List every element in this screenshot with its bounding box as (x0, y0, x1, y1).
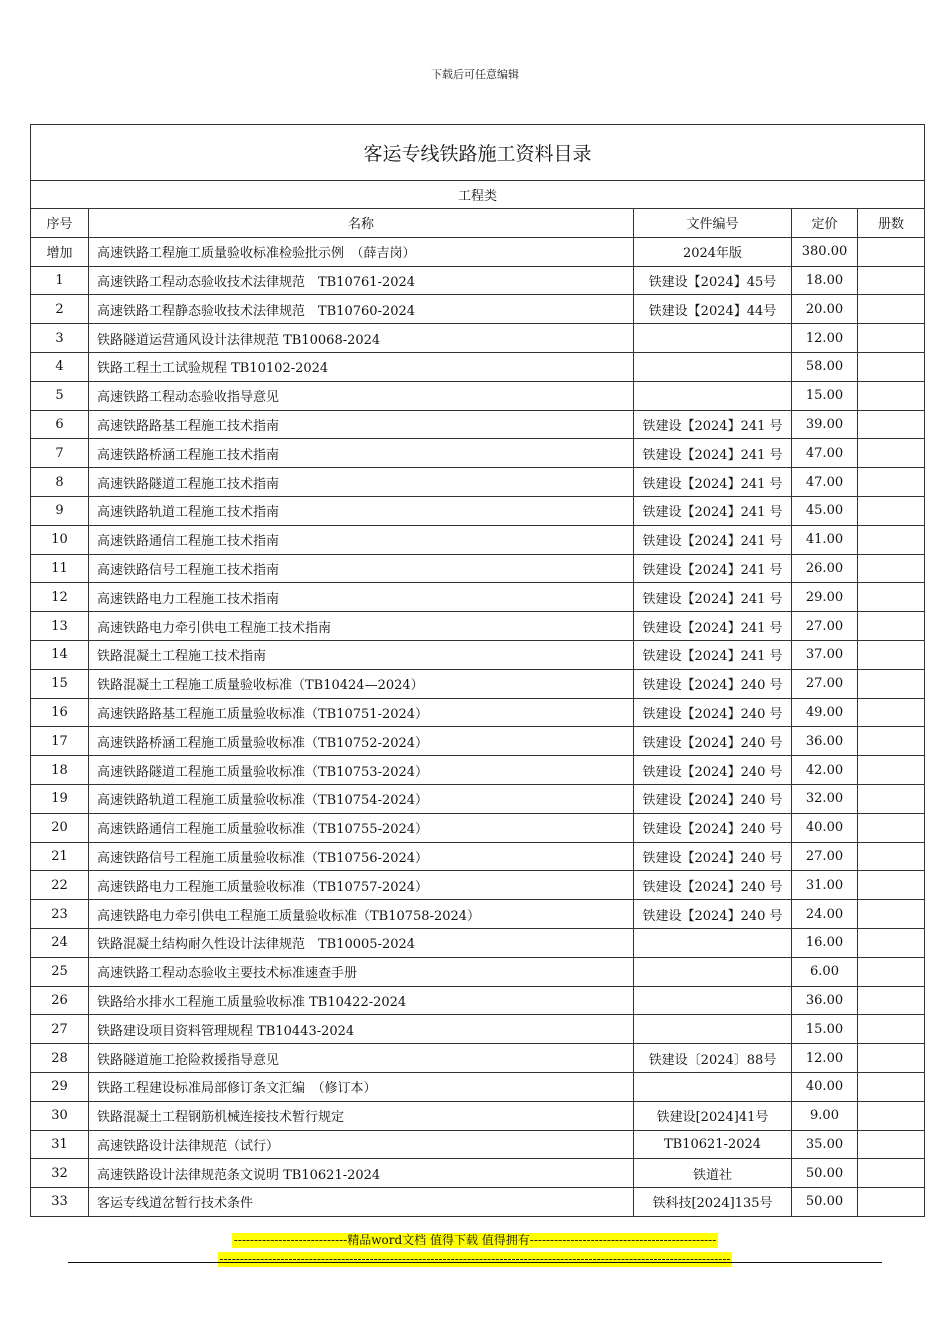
row-code (634, 928, 792, 957)
row-quantity (858, 640, 925, 669)
row-code: 铁建设【2024】241 号 (634, 640, 792, 669)
row-number: 27 (31, 1015, 89, 1044)
row-code: TB10621-2024 (634, 1130, 792, 1159)
row-price: 45.00 (792, 496, 858, 525)
table-row (31, 928, 925, 957)
row-quantity (858, 842, 925, 871)
row-code (634, 1015, 792, 1044)
row-name: 高速铁路隧道工程施工技术指南 (89, 468, 634, 497)
row-price: 16.00 (792, 928, 858, 957)
table-row (31, 1188, 925, 1217)
row-quantity (858, 468, 925, 497)
table-row (31, 727, 925, 756)
table-row (31, 1072, 925, 1101)
row-code: 铁建设【2024】240 号 (634, 784, 792, 813)
row-code: 铁建设〔2024〕88号 (634, 1044, 792, 1073)
table-row (31, 266, 925, 295)
row-name: 铁路混凝土工程施工技术指南 (89, 640, 634, 669)
row-quantity (858, 525, 925, 554)
row-quantity (858, 612, 925, 641)
row-price: 32.00 (792, 784, 858, 813)
row-number: 28 (31, 1044, 89, 1073)
row-code: 铁建设【2024】241 号 (634, 439, 792, 468)
row-code (634, 1072, 792, 1101)
row-quantity (858, 1044, 925, 1073)
row-number: 22 (31, 871, 89, 900)
row-price: 50.00 (792, 1188, 858, 1217)
row-price: 36.00 (792, 727, 858, 756)
row-number: 增加 (31, 237, 89, 266)
row-quantity (858, 1101, 925, 1130)
row-quantity (858, 727, 925, 756)
table-row (31, 698, 925, 727)
row-name: 高速铁路工程静态验收技术法律规范 TB10760-2024 (89, 295, 634, 324)
row-number: 19 (31, 784, 89, 813)
row-code: 铁建设【2024】240 号 (634, 669, 792, 698)
table-row (31, 352, 925, 381)
table-row (31, 669, 925, 698)
row-quantity (858, 352, 925, 381)
row-number: 9 (31, 496, 89, 525)
row-quantity (858, 669, 925, 698)
row-name: 铁路混凝土工程施工质量验收标准（TB10424—2024） (89, 669, 634, 698)
row-name: 高速铁路电力牵引供电工程施工技术指南 (89, 612, 634, 641)
row-code (634, 957, 792, 986)
row-name: 高速铁路通信工程施工技术指南 (89, 525, 634, 554)
table-row (31, 468, 925, 497)
table-row (31, 295, 925, 324)
row-quantity (858, 496, 925, 525)
row-quantity (858, 1188, 925, 1217)
row-code: 铁建设【2024】45号 (634, 266, 792, 295)
row-price: 9.00 (792, 1101, 858, 1130)
row-name: 高速铁路设计法律规范（试行） (89, 1130, 634, 1159)
footer-rule (68, 1262, 882, 1263)
row-price: 50.00 (792, 1159, 858, 1188)
row-name: 高速铁路桥涵工程施工技术指南 (89, 439, 634, 468)
row-name: 铁路工程建设标准局部修订条文汇编 （修订本） (89, 1072, 634, 1101)
row-price: 36.00 (792, 986, 858, 1015)
table-row (31, 554, 925, 583)
row-quantity (858, 871, 925, 900)
table-row (31, 324, 925, 353)
table-row (31, 525, 925, 554)
row-name: 高速铁路工程动态验收指导意见 (89, 381, 634, 410)
table-row (31, 1159, 925, 1188)
row-number: 18 (31, 756, 89, 785)
row-name: 铁路混凝土工程钢筋机械连接技术暂行规定 (89, 1101, 634, 1130)
footer-line-2: ------------------------------------------------------------------------------------------------------------------------------ (219, 1252, 731, 1266)
row-quantity (858, 1072, 925, 1101)
table-row (31, 612, 925, 641)
row-quantity (858, 986, 925, 1015)
row-number: 24 (31, 928, 89, 957)
table-row (31, 756, 925, 785)
column-header-code: 文件编号 (634, 209, 792, 238)
row-price: 18.00 (792, 266, 858, 295)
column-header-quantity: 册数 (858, 209, 925, 238)
table-row (31, 842, 925, 871)
row-number: 31 (31, 1130, 89, 1159)
row-code: 铁建设【2024】240 号 (634, 842, 792, 871)
row-price: 15.00 (792, 381, 858, 410)
table-row (31, 439, 925, 468)
table-row (31, 813, 925, 842)
row-name: 高速铁路工程动态验收主要技术标准速查手册 (89, 957, 634, 986)
row-number: 4 (31, 352, 89, 381)
row-price: 380.00 (792, 237, 858, 266)
row-quantity (858, 813, 925, 842)
table-row (31, 237, 925, 266)
row-code: 铁建设【2024】241 号 (634, 468, 792, 497)
row-code: 2024年版 (634, 237, 792, 266)
row-code: 铁建设【2024】241 号 (634, 525, 792, 554)
row-price: 41.00 (792, 525, 858, 554)
row-code: 铁建设【2024】240 号 (634, 813, 792, 842)
row-quantity (858, 381, 925, 410)
row-number: 17 (31, 727, 89, 756)
row-price: 15.00 (792, 1015, 858, 1044)
column-header-number: 序号 (31, 209, 89, 238)
table-row (31, 1130, 925, 1159)
row-quantity (858, 439, 925, 468)
row-number: 3 (31, 324, 89, 353)
row-price: 49.00 (792, 698, 858, 727)
row-name: 高速铁路信号工程施工质量验收标准（TB10756-2024） (89, 842, 634, 871)
row-name: 客运专线道岔暂行技术条件 (89, 1188, 634, 1217)
row-quantity (858, 1159, 925, 1188)
row-quantity (858, 237, 925, 266)
row-code: 铁建设[2024]41号 (634, 1101, 792, 1130)
column-header-row (31, 209, 925, 238)
row-code: 铁建设【2024】241 号 (634, 496, 792, 525)
row-quantity (858, 554, 925, 583)
row-price: 47.00 (792, 468, 858, 497)
row-number: 10 (31, 525, 89, 554)
row-name: 高速铁路隧道工程施工质量验收标准（TB10753-2024） (89, 756, 634, 785)
row-price: 40.00 (792, 1072, 858, 1101)
row-code: 铁建设【2024】241 号 (634, 612, 792, 641)
row-name: 高速铁路电力工程施工技术指南 (89, 583, 634, 612)
row-price: 12.00 (792, 1044, 858, 1073)
row-name: 高速铁路轨道工程施工质量验收标准（TB10754-2024） (89, 784, 634, 813)
row-code: 铁建设【2024】241 号 (634, 554, 792, 583)
row-number: 13 (31, 612, 89, 641)
row-code: 铁建设【2024】241 号 (634, 410, 792, 439)
row-price: 39.00 (792, 410, 858, 439)
row-name: 高速铁路桥涵工程施工质量验收标准（TB10752-2024） (89, 727, 634, 756)
row-number: 1 (31, 266, 89, 295)
row-name: 铁路混凝土结构耐久性设计法律规范 TB10005-2024 (89, 928, 634, 957)
row-quantity (858, 295, 925, 324)
row-name: 高速铁路信号工程施工技术指南 (89, 554, 634, 583)
column-header-name: 名称 (89, 209, 634, 238)
row-number: 14 (31, 640, 89, 669)
row-number: 29 (31, 1072, 89, 1101)
row-quantity (858, 900, 925, 929)
row-price: 24.00 (792, 900, 858, 929)
row-name: 铁路工程土工试验规程 TB10102-2024 (89, 352, 634, 381)
row-name: 铁路建设项目资料管理规程 TB10443-2024 (89, 1015, 634, 1044)
column-header-price: 定价 (792, 209, 858, 238)
title-row (31, 125, 925, 181)
row-number: 20 (31, 813, 89, 842)
row-number: 6 (31, 410, 89, 439)
row-code (634, 324, 792, 353)
row-quantity (858, 266, 925, 295)
row-quantity (858, 957, 925, 986)
row-number: 33 (31, 1188, 89, 1217)
row-price: 40.00 (792, 813, 858, 842)
page-header-note: 下载后可任意编辑 (431, 68, 519, 81)
row-name: 高速铁路路基工程施工质量验收标准（TB10751-2024） (89, 698, 634, 727)
row-name: 高速铁路电力工程施工质量验收标准（TB10757-2024） (89, 871, 634, 900)
table-row (31, 640, 925, 669)
row-code: 铁建设【2024】240 号 (634, 871, 792, 900)
row-number: 26 (31, 986, 89, 1015)
row-price: 12.00 (792, 324, 858, 353)
row-number: 11 (31, 554, 89, 583)
row-name: 高速铁路轨道工程施工技术指南 (89, 496, 634, 525)
row-number: 2 (31, 295, 89, 324)
row-price: 27.00 (792, 669, 858, 698)
row-name: 铁路隧道运营通风设计法律规范 TB10068-2024 (89, 324, 634, 353)
row-price: 31.00 (792, 871, 858, 900)
row-name: 高速铁路设计法律规范条文说明 TB10621-2024 (89, 1159, 634, 1188)
row-code (634, 986, 792, 1015)
table-row (31, 583, 925, 612)
category-row (31, 181, 925, 209)
table-row (31, 1015, 925, 1044)
row-price: 27.00 (792, 842, 858, 871)
table-row (31, 410, 925, 439)
row-quantity (858, 1130, 925, 1159)
row-quantity (858, 583, 925, 612)
row-price: 27.00 (792, 612, 858, 641)
row-code: 铁道社 (634, 1159, 792, 1188)
table-row (31, 900, 925, 929)
category-label: 工程类 (31, 181, 925, 209)
row-number: 16 (31, 698, 89, 727)
row-number: 23 (31, 900, 89, 929)
row-number: 25 (31, 957, 89, 986)
row-price: 42.00 (792, 756, 858, 785)
row-code: 铁建设【2024】240 号 (634, 900, 792, 929)
catalog-title: 客运专线铁路施工资料目录 (31, 125, 925, 181)
row-name: 高速铁路电力牵引供电工程施工质量验收标准（TB10758-2024） (89, 900, 634, 929)
row-number: 15 (31, 669, 89, 698)
row-price: 29.00 (792, 583, 858, 612)
table-row (31, 871, 925, 900)
row-code: 铁建设【2024】241 号 (634, 583, 792, 612)
row-name: 高速铁路工程施工质量验收标准检验批示例 （薛吉岗） (89, 237, 634, 266)
row-name: 高速铁路通信工程施工质量验收标准（TB10755-2024） (89, 813, 634, 842)
row-number: 21 (31, 842, 89, 871)
row-code: 铁建设【2024】240 号 (634, 727, 792, 756)
catalog-table (30, 124, 925, 1217)
row-price: 58.00 (792, 352, 858, 381)
row-number: 7 (31, 439, 89, 468)
row-quantity (858, 324, 925, 353)
row-name: 铁路给水排水工程施工质量验收标准 TB10422-2024 (89, 986, 634, 1015)
table-row (31, 1044, 925, 1073)
row-price: 26.00 (792, 554, 858, 583)
row-code (634, 381, 792, 410)
row-price: 47.00 (792, 439, 858, 468)
row-number: 8 (31, 468, 89, 497)
table-row (31, 381, 925, 410)
row-quantity (858, 410, 925, 439)
row-quantity (858, 756, 925, 785)
table-row (31, 496, 925, 525)
row-name: 铁路隧道施工抢险救援指导意见 (89, 1044, 634, 1073)
row-quantity (858, 784, 925, 813)
row-name: 高速铁路路基工程施工技术指南 (89, 410, 634, 439)
table-row (31, 1101, 925, 1130)
row-quantity (858, 1015, 925, 1044)
row-code: 铁建设【2024】240 号 (634, 698, 792, 727)
row-price: 20.00 (792, 295, 858, 324)
table-row (31, 784, 925, 813)
table-row (31, 957, 925, 986)
row-number: 5 (31, 381, 89, 410)
row-number: 32 (31, 1159, 89, 1188)
row-name: 高速铁路工程动态验收技术法律规范 TB10761-2024 (89, 266, 634, 295)
row-code (634, 352, 792, 381)
row-code: 铁建设【2024】240 号 (634, 756, 792, 785)
footer-line-1: ----------------------------精品word文档 值得下载 值得拥有---------------------------------------------- (233, 1233, 717, 1247)
table-row (31, 986, 925, 1015)
row-number: 12 (31, 583, 89, 612)
row-code: 铁科技[2024]135号 (634, 1188, 792, 1217)
row-price: 35.00 (792, 1130, 858, 1159)
row-code: 铁建设【2024】44号 (634, 295, 792, 324)
row-quantity (858, 928, 925, 957)
row-price: 6.00 (792, 957, 858, 986)
row-quantity (858, 698, 925, 727)
row-price: 37.00 (792, 640, 858, 669)
row-number: 30 (31, 1101, 89, 1130)
